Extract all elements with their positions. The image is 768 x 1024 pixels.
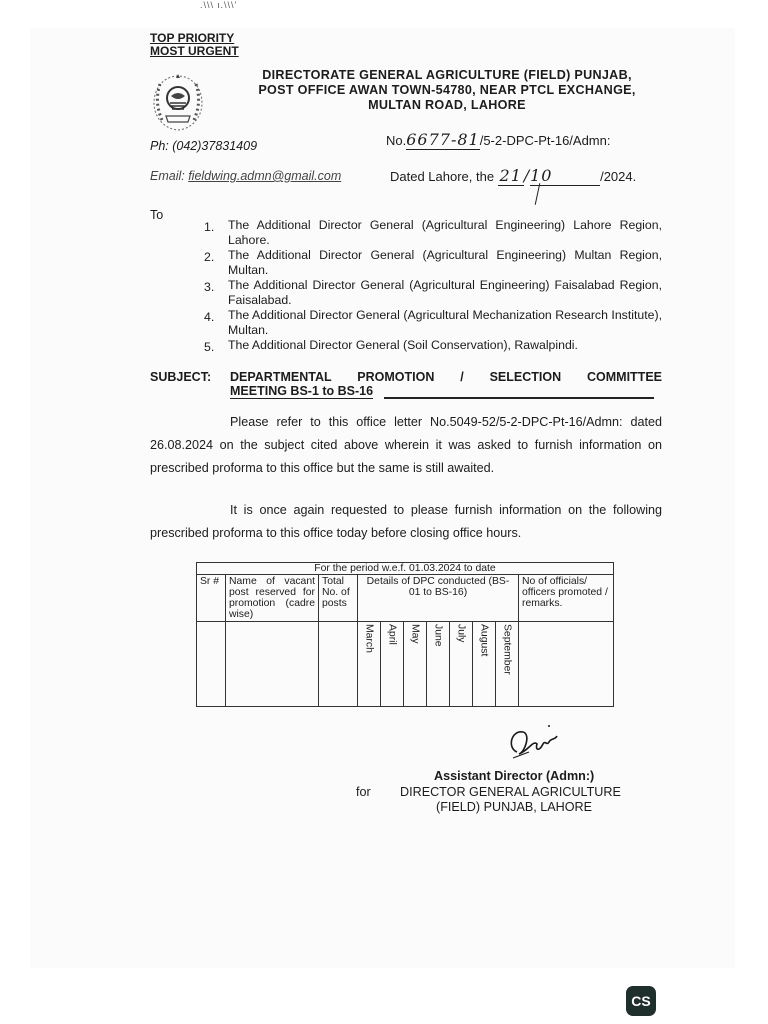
signatory-designation: Assistant Director (Admn:)	[434, 769, 595, 783]
month-label: September	[501, 624, 513, 675]
priority-line-1: TOP PRIORITY	[150, 31, 235, 45]
subject-underline	[384, 397, 654, 399]
priority-stamp	[150, 32, 239, 58]
addressee-text: The Additional Director General (Agricultural Engineering) Multan Region, Multan.	[228, 248, 662, 277]
date-year: /2024.	[600, 169, 637, 184]
addressee-item	[200, 248, 662, 278]
for-label: for	[356, 785, 371, 799]
col-header-sr: Sr #	[197, 575, 226, 622]
addressee-list	[200, 218, 662, 353]
month-label: August	[478, 624, 490, 657]
paragraph-1-text: Please refer to this office letter No.5049-52/5-2-DPC-Pt-16/Admn: dated 26.08.2024 on the subject cited above wherein it was asked to furnish information on prescribed proforma to this office but the same is still awaited.	[150, 415, 662, 475]
col-header-dpc-details: Details of DPC conducted (BS-01 to BS-16)	[358, 575, 519, 622]
addressee-text: The Additional Director General (Agricultural Engineering) Faisalabad Region, Faisalabad.	[228, 278, 662, 307]
subject-label: SUBJECT:	[150, 370, 212, 384]
col-header-post-name: Name of vacant post reserved for promotion (cadre wise)	[226, 575, 319, 622]
letterhead-line-2: POST OFFICE AWAN TOWN-54780, NEAR PTCL EXCHANGE,	[258, 83, 636, 97]
month-column-header	[358, 622, 381, 707]
date-prefix: Dated Lahore, the	[390, 169, 495, 184]
addressee-item	[200, 278, 662, 308]
date-line: Dated Lahore, the 21 /10 /2024.	[390, 166, 637, 185]
month-label: June	[432, 624, 444, 647]
body-paragraph-2	[150, 499, 662, 545]
email-address[interactable]: fieldwing.admn@gmail.com	[188, 169, 342, 183]
punjab-government-logo-icon	[146, 72, 210, 134]
addressee-text: The Additional Director General (Agricultural Mechanization Research Institute), Multan.	[228, 308, 662, 337]
month-label: May	[409, 624, 421, 644]
body-paragraph-1	[150, 411, 662, 480]
letterhead	[222, 68, 672, 113]
to-label: To	[150, 208, 164, 222]
table-cell	[197, 622, 226, 707]
reference-handwritten-number: 6677-81	[406, 130, 480, 149]
month-label: March	[363, 624, 375, 653]
addressee-number: 1.	[204, 220, 215, 234]
phone-number: Ph: (042)37831409	[150, 139, 258, 153]
addressee-text: The Additional Director General (Agricultural Engineering) Lahore Region, Lahore.	[228, 218, 662, 247]
email-label: Email:	[150, 169, 189, 183]
col-header-total-posts: Total No. of posts	[319, 575, 358, 622]
month-column-header	[380, 622, 403, 707]
reference-suffix: /5-2-DPC-Pt-16/Admn:	[479, 133, 611, 148]
reference-prefix: No.	[386, 133, 407, 148]
addressee-number: 2.	[204, 250, 215, 264]
table-period-header: For the period w.e.f. 01.03.2024 to date	[197, 563, 614, 575]
addressee-text: The Additional Director General (Soil Conservation), Rawalpindi.	[228, 338, 578, 352]
proforma-table	[196, 562, 614, 707]
date-handwritten-day: 21	[499, 166, 522, 185]
month-column-header	[495, 622, 518, 707]
table-cell	[519, 622, 614, 707]
letterhead-line-1: DIRECTORATE GENERAL AGRICULTURE (FIELD) PUNJAB,	[262, 68, 632, 82]
office-line-1: DIRECTOR GENERAL AGRICULTURE	[400, 785, 621, 799]
letterhead-line-3: MULTAN ROAD, LAHORE	[368, 98, 526, 112]
addressee-number: 5.	[204, 340, 215, 354]
priority-line-2: MOST URGENT	[150, 44, 239, 58]
month-column-header	[449, 622, 472, 707]
addressee-item	[200, 308, 662, 338]
table-cell	[319, 622, 358, 707]
subject-line-2: MEETING BS-1 to BS-16	[230, 384, 374, 398]
email-line	[150, 169, 341, 183]
month-column-header	[426, 622, 449, 707]
month-label: April	[386, 624, 398, 645]
office-line-2: (FIELD) PUNJAB, LAHORE	[436, 800, 593, 814]
camscanner-logo-icon: CS	[626, 986, 656, 1016]
addressee-item	[200, 338, 662, 353]
addressee-number: 3.	[204, 280, 215, 294]
paragraph-2-text: It is once again requested to please furnish information on the following prescribed proforma to this office today before closing office hours.	[150, 503, 662, 540]
subject-line-1: DEPARTMENTAL PROMOTION / SELECTION COMMITTEE	[230, 370, 662, 384]
month-column-header	[403, 622, 426, 707]
reference-number	[386, 130, 610, 150]
addressee-number: 4.	[204, 310, 215, 324]
handwritten-signature	[503, 722, 563, 766]
month-column-header	[472, 622, 495, 707]
date-handwritten-month: 10	[530, 166, 600, 186]
addressee-item	[200, 218, 662, 248]
scan-marks: .\\\ ι.\\\'	[200, 0, 238, 10]
table-cell	[226, 622, 319, 707]
month-label: July	[455, 624, 467, 643]
col-header-remarks: No of officials/ officers promoted / remarks.	[519, 575, 614, 622]
